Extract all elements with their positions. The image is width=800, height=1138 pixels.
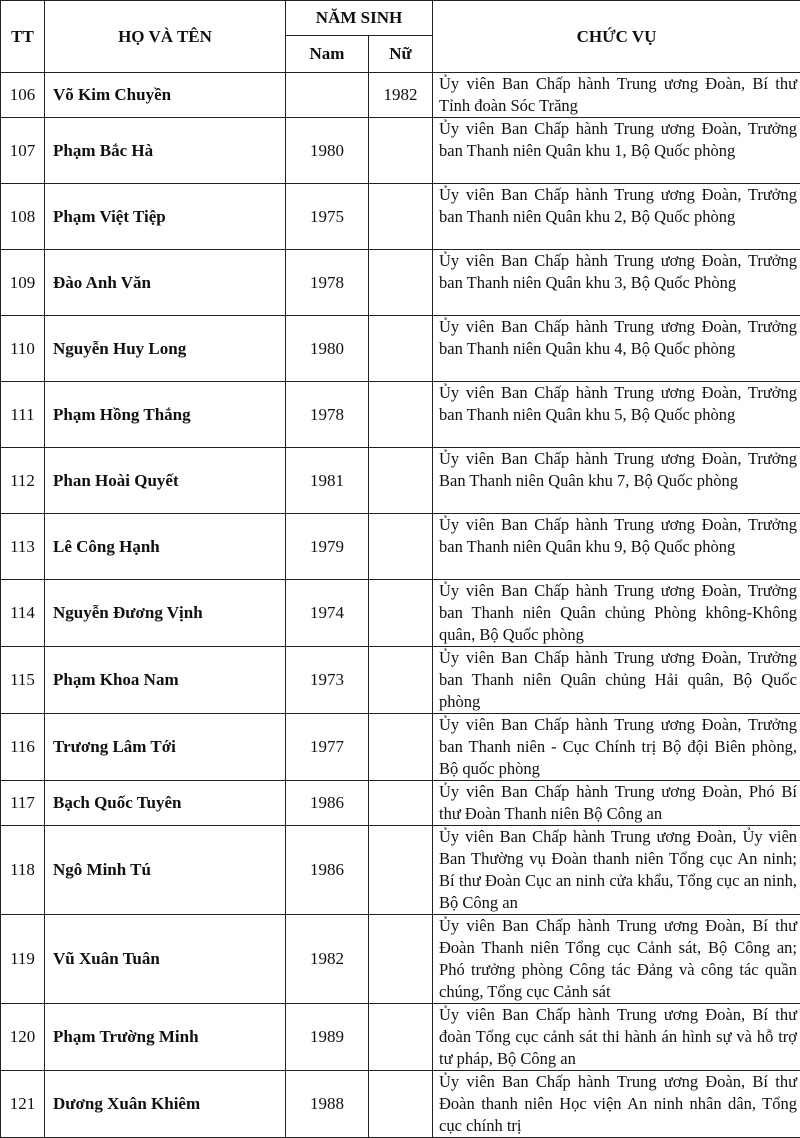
position-text: Ủy viên Ban Chấp hành Trung ương Đoàn, Trưởng ban Thanh niên Quân khu 3, Bộ Quốc Phòng [433,250,800,316]
birth-year-male: 1986 [286,826,369,915]
table-row [1,714,800,781]
table-row [1,184,800,250]
member-name: Lê Công Hạnh [45,514,286,580]
birth-year-male: 1973 [286,647,369,714]
birth-year-female [369,184,433,250]
table-row [1,826,800,915]
table-row [1,382,800,448]
table-row [1,781,800,826]
birth-year-female [369,514,433,580]
birth-year-female [369,826,433,915]
table-row [1,915,800,1004]
table-row [1,1004,800,1071]
birth-year-male: 1986 [286,781,369,826]
member-name: Bạch Quốc Tuyên [45,781,286,826]
position-text: Ủy viên Ban Chấp hành Trung ương Đoàn, Trưởng ban Thanh niên Quân khu 1, Bộ Quốc phòng [433,118,800,184]
header-tt: TT [1,1,45,73]
table-row [1,73,800,118]
member-name: Dương Xuân Khiêm [45,1071,286,1138]
member-name: Đào Anh Văn [45,250,286,316]
header-chuc-vu: CHỨC VỤ [433,1,800,73]
birth-year-male: 1980 [286,118,369,184]
row-number: 106 [1,73,45,118]
position-text: Ủy viên Ban Chấp hành Trung ương Đoàn, Trưởng ban Thanh niên Quân khu 2, Bộ Quốc phòng [433,184,800,250]
member-name: Ngô Minh Tú [45,826,286,915]
position-text: Ủy viên Ban Chấp hành Trung ương Đoàn, Bí thư Tỉnh đoàn Sóc Trăng [433,73,800,118]
position-text: Ủy viên Ban Chấp hành Trung ương Đoàn, Trưởng ban Thanh niên - Cục Chính trị Bộ đội Biên phòng, Bộ quốc phòng [433,714,800,781]
member-name: Vũ Xuân Tuân [45,915,286,1004]
birth-year-male [286,73,369,118]
position-text: Ủy viên Ban Chấp hành Trung ương Đoàn, Trưởng ban Thanh niên Quân khu 5, Bộ Quốc phòng [433,382,800,448]
position-text: Ủy viên Ban Chấp hành Trung ương Đoàn, Trưởng ban Thanh niên Quân khu 9, Bộ Quốc phòng [433,514,800,580]
row-number: 107 [1,118,45,184]
table-row [1,514,800,580]
member-name: Trương Lâm Tới [45,714,286,781]
row-number: 113 [1,514,45,580]
birth-year-female [369,1004,433,1071]
member-name: Phạm Khoa Nam [45,647,286,714]
member-name: Phạm Hồng Thắng [45,382,286,448]
position-text: Ủy viên Ban Chấp hành Trung ương Đoàn, Bí thư đoàn Tổng cục cảnh sát thi hành án hình sự và hỗ trợ tư pháp, Bộ Công an [433,1004,800,1071]
member-name: Phạm Trường Minh [45,1004,286,1071]
position-text: Ủy viên Ban Chấp hành Trung ương Đoàn, Trưởng ban Thanh niên Quân chủng Phòng không-Không quân, Bộ Quốc phòng [433,580,800,647]
birth-year-female: 1982 [369,73,433,118]
birth-year-female [369,781,433,826]
row-number: 118 [1,826,45,915]
table-row [1,1071,800,1138]
position-text: Ủy viên Ban Chấp hành Trung ương Đoàn, Ủy viên Ban Thường vụ Đoàn thanh niên Tổng cục An ninh; Bí thư Đoàn Cục an ninh cửa khẩu, Tổng cục an ninh, Bộ Công an [433,826,800,915]
member-name: Phạm Bắc Hà [45,118,286,184]
row-number: 109 [1,250,45,316]
header-nu: Nữ [369,36,433,73]
row-number: 120 [1,1004,45,1071]
position-text: Ủy viên Ban Chấp hành Trung ương Đoàn, Trưởng ban Thanh niên Quân khu 4, Bộ Quốc phòng [433,316,800,382]
table-row [1,118,800,184]
birth-year-male: 1981 [286,448,369,514]
row-number: 110 [1,316,45,382]
row-number: 108 [1,184,45,250]
member-name: Phạm Việt Tiệp [45,184,286,250]
row-number: 121 [1,1071,45,1138]
member-name: Nguyễn Đương Vịnh [45,580,286,647]
member-name: Phan Hoài Quyết [45,448,286,514]
birth-year-female [369,382,433,448]
position-text: Ủy viên Ban Chấp hành Trung ương Đoàn, Trưởng ban Thanh niên Quân chủng Hải quân, Bộ Quốc phòng [433,647,800,714]
member-name: Nguyễn Huy Long [45,316,286,382]
row-number: 114 [1,580,45,647]
birth-year-female [369,448,433,514]
birth-year-male: 1982 [286,915,369,1004]
birth-year-female [369,316,433,382]
header-ho-va-ten: HỌ VÀ TÊN [45,1,286,73]
birth-year-female [369,118,433,184]
row-number: 111 [1,382,45,448]
table-row [1,580,800,647]
member-name: Võ Kim Chuyền [45,73,286,118]
row-number: 119 [1,915,45,1004]
birth-year-male: 1978 [286,250,369,316]
row-number: 117 [1,781,45,826]
birth-year-male: 1979 [286,514,369,580]
row-number: 112 [1,448,45,514]
position-text: Ủy viên Ban Chấp hành Trung ương Đoàn, Bí thư Đoàn Thanh niên Tổng cục Cảnh sát, Bộ Công an; Phó trưởng phòng Công tác Đảng và công tác quần chúng, Tổng cục Cảnh sát [433,915,800,1004]
position-text: Ủy viên Ban Chấp hành Trung ương Đoàn, Bí thư Đoàn thanh niên Học viện An ninh nhân dân, Tổng cục chính trị [433,1071,800,1138]
birth-year-female [369,647,433,714]
birth-year-male: 1977 [286,714,369,781]
row-number: 115 [1,647,45,714]
header-nam: Nam [286,36,369,73]
row-number: 116 [1,714,45,781]
birth-year-female [369,714,433,781]
birth-year-male: 1980 [286,316,369,382]
birth-year-female [369,580,433,647]
table-row [1,647,800,714]
table-row [1,316,800,382]
table-row [1,448,800,514]
header-nam-sinh: NĂM SINH [286,1,433,36]
birth-year-female [369,250,433,316]
birth-year-female [369,915,433,1004]
position-text: Ủy viên Ban Chấp hành Trung ương Đoàn, Trưởng Ban Thanh niên Quân khu 7, Bộ Quốc phòng [433,448,800,514]
table-row [1,250,800,316]
position-text: Ủy viên Ban Chấp hành Trung ương Đoàn, Phó Bí thư Đoàn Thanh niên Bộ Công an [433,781,800,826]
birth-year-male: 1975 [286,184,369,250]
birth-year-male: 1989 [286,1004,369,1071]
birth-year-male: 1988 [286,1071,369,1138]
birth-year-female [369,1071,433,1138]
birth-year-male: 1974 [286,580,369,647]
birth-year-male: 1978 [286,382,369,448]
